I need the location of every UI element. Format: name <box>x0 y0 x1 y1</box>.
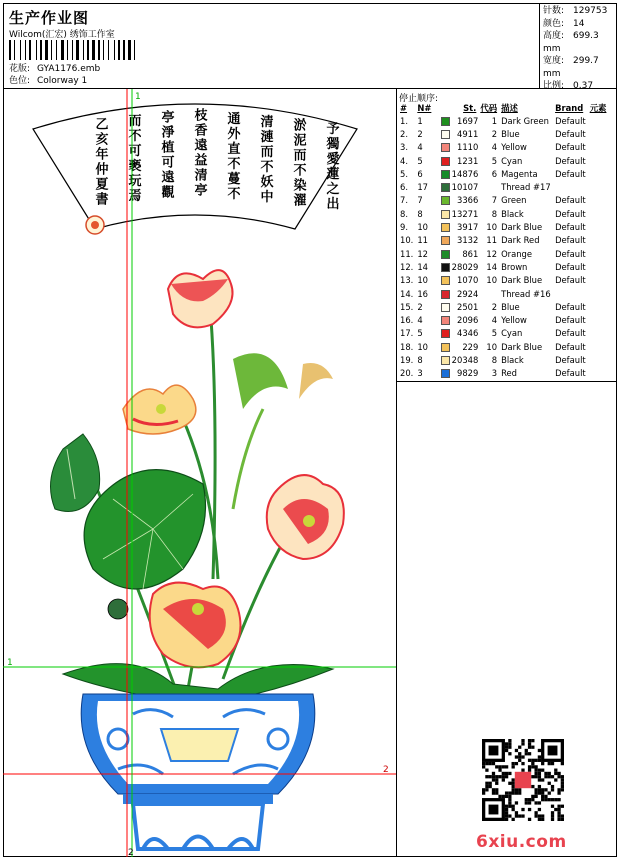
table-row <box>398 260 608 273</box>
thread-brand: Default <box>555 195 586 206</box>
poem-char: 年 <box>95 147 109 163</box>
poem-char: 而 <box>128 114 142 129</box>
needle-number: 16 <box>417 288 428 299</box>
color-swatch <box>441 183 450 192</box>
thread-description: Blue <box>501 301 520 312</box>
fan-poem <box>33 104 357 234</box>
poem-char: 泥 <box>293 133 307 149</box>
thread-code: 10 <box>486 222 498 233</box>
stitch-count-label: 针数: <box>543 6 565 16</box>
stop-index: 7. <box>400 195 408 206</box>
stitch-count: 10107 <box>451 182 479 193</box>
color-swatch-cell <box>439 260 478 273</box>
needle-number: 6 <box>417 168 423 179</box>
stop-index: 18. <box>400 341 414 352</box>
stitch-count: 1110 <box>457 142 479 153</box>
stop-index: 16. <box>400 315 414 326</box>
table-row <box>398 180 608 193</box>
thread-code: 10 <box>486 275 498 286</box>
thread-description: Cyan <box>501 155 523 166</box>
stop-sequence-title: 停止顺序: <box>399 94 439 104</box>
table-row <box>398 300 608 313</box>
poem-char: 清 <box>260 115 274 131</box>
thread-description: Brown <box>501 261 528 272</box>
stop-index: 20. <box>400 368 414 379</box>
poem-char: 焉 <box>128 189 142 204</box>
color-swatch-cell <box>439 234 478 247</box>
thread-description: Dark Blue <box>501 341 543 352</box>
needle-number: 8 <box>417 208 423 219</box>
thread-code: 8 <box>491 208 498 219</box>
thread-element <box>588 313 609 326</box>
thread-element <box>588 327 609 340</box>
stitch-count: 2924 <box>457 288 479 299</box>
poem-char: 蓮 <box>326 166 340 182</box>
color-swatch <box>441 117 450 126</box>
color-swatch-cell <box>439 300 478 313</box>
stitch-count: 13271 <box>451 208 479 219</box>
color-swatch-cell <box>439 367 478 380</box>
thread-element <box>588 287 609 300</box>
color-swatch <box>441 157 450 166</box>
table-row <box>398 127 608 140</box>
poem-char: 觀 <box>161 185 175 201</box>
poem-char: 遠 <box>161 170 175 186</box>
poem-char: 亥 <box>95 132 109 148</box>
blue-vase <box>81 694 315 849</box>
poem-char: 之 <box>326 181 340 197</box>
table-row <box>398 340 608 353</box>
stitch-count: 9829 <box>457 368 479 379</box>
thread-code: 5 <box>491 328 498 339</box>
large-lotus-leaf <box>84 470 205 589</box>
color-swatch <box>441 170 450 179</box>
right-red-lotus <box>267 475 344 559</box>
thread-element <box>588 367 609 380</box>
thread-code: 5 <box>491 155 498 166</box>
color-swatch <box>441 210 450 219</box>
thread-code: 12 <box>486 248 498 259</box>
stop-index: 17. <box>400 328 414 339</box>
col-element: 元素 <box>589 103 607 113</box>
poem-char: 香 <box>194 123 208 139</box>
stitch-count: 129753 <box>573 6 608 16</box>
stop-index: 4. <box>400 155 408 166</box>
embroidery-design <box>3 89 396 857</box>
thread-element <box>588 194 609 207</box>
thread-code: 2 <box>491 301 498 312</box>
color-swatch <box>441 276 450 285</box>
height-label: 高度: <box>543 31 565 41</box>
stop-index: 1. <box>400 115 408 126</box>
thread-description: Dark Blue <box>501 275 543 286</box>
stitch-count: 4346 <box>457 328 479 339</box>
color-swatch-cell <box>439 313 478 326</box>
page-title: 生产作业图 <box>9 9 90 27</box>
thread-code: 1 <box>491 115 498 126</box>
color-swatch <box>441 303 450 312</box>
needle-number: 11 <box>417 235 428 246</box>
color-swatch <box>441 236 450 245</box>
needle-number: 10 <box>417 222 428 233</box>
thread-code: 3 <box>491 368 498 379</box>
poem-char: 通 <box>227 111 241 127</box>
thread-brand: Default <box>555 315 586 326</box>
col-index: # <box>400 103 408 113</box>
color-swatch-cell <box>439 114 478 127</box>
thread-brand: Default <box>555 142 586 153</box>
stitch-count: 3132 <box>457 235 479 246</box>
small-lotus-leaf <box>51 434 100 512</box>
poem-char: 不 <box>128 129 142 144</box>
thread-code: 11 <box>486 235 498 246</box>
horizontal-divider <box>396 381 617 382</box>
thread-brand: Default <box>555 208 586 219</box>
seed-pod <box>299 363 333 399</box>
table-row <box>398 220 608 233</box>
thread-element <box>588 114 609 127</box>
needle-number: 10 <box>417 341 428 352</box>
thread-brand: Default <box>555 115 586 126</box>
color-swatch <box>441 223 450 232</box>
lotus-bud <box>108 599 128 619</box>
thread-element <box>588 353 609 366</box>
needle-number: 10 <box>417 275 428 286</box>
guide-marker-2-bottom: 2 <box>128 848 134 857</box>
stitch-count: 229 <box>462 341 479 352</box>
poem-char: 而 <box>293 148 307 164</box>
stop-index: 8. <box>400 208 408 219</box>
thread-description: Dark Red <box>501 235 540 246</box>
needle-number: 4 <box>417 315 423 326</box>
thread-brand: Default <box>555 354 586 365</box>
color-count-label: 颜色: <box>543 18 565 29</box>
thread-description: Blue <box>501 128 520 139</box>
color-swatch <box>441 250 450 259</box>
color-swatch-cell <box>439 353 478 366</box>
thread-brand: Default <box>555 235 586 246</box>
table-row <box>398 194 608 207</box>
color-swatch <box>441 369 450 378</box>
poem-char: 予 <box>326 121 340 137</box>
poem-char: 而 <box>260 145 274 161</box>
needle-number: 1 <box>417 115 423 126</box>
watermark-site: 6xiu.com <box>476 832 567 852</box>
thread-code: 4 <box>491 315 498 326</box>
needle-number: 5 <box>417 328 423 339</box>
col-brand: Brand <box>555 103 584 113</box>
color-swatch-cell <box>439 340 478 353</box>
color-swatch <box>441 290 450 299</box>
poem-char: 不 <box>260 160 274 176</box>
thread-description: Black <box>501 354 524 365</box>
needle-number: 12 <box>417 248 428 259</box>
thread-element <box>588 220 609 233</box>
thread-brand: Default <box>555 261 586 272</box>
barcode <box>9 40 139 60</box>
color-swatch-cell <box>439 287 478 300</box>
needle-number: 2 <box>417 301 423 312</box>
color-swatch-cell <box>439 167 478 180</box>
poem-char: 益 <box>194 153 208 169</box>
top-red-lotus <box>168 270 233 327</box>
table-row <box>398 154 608 167</box>
poem-char: 妖 <box>260 175 274 191</box>
poem-char: 漣 <box>260 130 274 146</box>
thread-code: 10 <box>486 341 498 352</box>
poem-char: 亭 <box>194 183 208 199</box>
poem-char: 玩 <box>128 174 142 189</box>
thread-brand: Default <box>555 301 586 312</box>
thread-description: Yellow <box>501 142 527 153</box>
stitch-count: 3917 <box>457 222 479 233</box>
guide-marker-1-left: 1 <box>7 658 13 668</box>
company-name: Wilcom(汇宏) 绣饰工作室 <box>9 30 115 40</box>
thread-brand: Default <box>555 341 586 352</box>
thread-brand: Default <box>555 328 586 339</box>
col-stitches: St. <box>463 103 477 113</box>
thread-element <box>588 207 609 220</box>
stop-index: 10. <box>400 235 414 246</box>
poem-char: 不 <box>227 156 241 172</box>
stop-index: 11. <box>400 248 414 259</box>
stitch-count: 28029 <box>451 261 479 272</box>
table-row <box>398 167 608 180</box>
stop-index: 6. <box>400 182 408 193</box>
stitch-count: 3366 <box>457 195 479 206</box>
thread-description: Dark Blue <box>501 222 543 233</box>
table-row <box>398 367 608 380</box>
thread-element <box>588 234 609 247</box>
grass-blade <box>233 353 288 409</box>
thread-code <box>478 180 499 193</box>
thread-brand: Default <box>555 155 586 166</box>
needle-number: 4 <box>417 142 423 153</box>
thread-description: Thread #17 <box>501 182 551 193</box>
table-row <box>398 141 608 154</box>
poem-char: 遠 <box>194 138 208 154</box>
design-preview <box>3 89 396 857</box>
stitch-count: 1070 <box>457 275 479 286</box>
height-value: 699.3 mm <box>543 31 599 54</box>
table-row <box>398 234 608 247</box>
thread-description: Yellow <box>501 315 527 326</box>
color-swatch-cell <box>439 247 478 260</box>
design-filename: GYA1176.emb <box>37 64 101 74</box>
needle-number: 8 <box>417 354 423 365</box>
color-swatch-cell <box>439 154 478 167</box>
thread-element <box>588 127 609 140</box>
stop-index: 13. <box>400 275 414 286</box>
poem-char: 褻 <box>128 159 142 174</box>
needle-number: 7 <box>417 195 423 206</box>
design-label: 花版: <box>9 64 31 74</box>
poem-char: 不 <box>227 186 241 202</box>
color-swatch <box>441 196 450 205</box>
thread-brand: Default <box>555 248 586 259</box>
needle-number: 2 <box>417 128 423 139</box>
stop-index: 9. <box>400 222 408 233</box>
design-meta <box>9 63 100 87</box>
poem-char: 仲 <box>95 162 109 178</box>
color-swatch-cell <box>439 274 478 287</box>
color-swatch-cell <box>439 141 478 154</box>
stitch-count: 1697 <box>457 115 479 126</box>
table-row <box>398 207 608 220</box>
guide-marker-1-top: 1 <box>135 92 141 102</box>
stitch-count: 1231 <box>457 155 479 166</box>
thread-brand <box>553 287 588 300</box>
thread-code: 2 <box>491 128 498 139</box>
poem-char: 可 <box>128 144 142 159</box>
thread-brand: Default <box>555 275 586 286</box>
thread-element <box>588 247 609 260</box>
thread-description: Orange <box>501 248 533 259</box>
needle-number: 5 <box>417 155 423 166</box>
thread-brand: Default <box>555 222 586 233</box>
thread-code <box>478 287 499 300</box>
thread-description: Green <box>501 195 527 206</box>
thread-description: Dark Green <box>501 115 549 126</box>
thread-description: Black <box>501 208 524 219</box>
table-row <box>398 313 608 326</box>
poem-char: 出 <box>326 196 340 212</box>
col-description: 描述 <box>501 103 518 113</box>
color-swatch-cell <box>439 220 478 233</box>
col-code: 代码 <box>480 103 498 113</box>
needle-number: 3 <box>417 368 423 379</box>
thread-code: 8 <box>491 354 498 365</box>
poem-char: 外 <box>227 126 241 142</box>
stats-panel <box>539 3 617 89</box>
thread-element <box>588 180 609 193</box>
stitch-count: 20348 <box>451 354 479 365</box>
poem-char: 直 <box>227 141 241 157</box>
thread-description: Cyan <box>501 328 523 339</box>
col-needle: N# <box>417 103 432 113</box>
color-swatch <box>441 143 450 152</box>
color-swatch-cell <box>439 207 478 220</box>
color-swatch-cell <box>439 194 478 207</box>
stitch-count: 14876 <box>451 168 479 179</box>
poem-char: 夏 <box>95 177 109 193</box>
needle-number: 17 <box>417 182 428 193</box>
table-row <box>398 287 608 300</box>
table-row <box>398 247 608 260</box>
thread-code: 14 <box>486 261 498 272</box>
stitch-count: 2096 <box>457 315 479 326</box>
color-swatch-cell <box>439 127 478 140</box>
stop-index: 19. <box>400 354 414 365</box>
poem-char: 獨 <box>326 136 340 152</box>
width-value: 299.7 mm <box>543 56 599 79</box>
poem-char: 淨 <box>161 125 175 141</box>
color-swatch <box>441 263 450 272</box>
color-swatch <box>441 343 450 352</box>
thread-brand: Default <box>555 168 586 179</box>
color-swatch-cell <box>439 180 478 193</box>
table-row <box>398 114 608 127</box>
thread-element <box>588 167 609 180</box>
color-swatch <box>441 329 450 338</box>
width-label: 宽度: <box>543 56 565 66</box>
thread-brand: Default <box>555 368 586 379</box>
stop-index: 2. <box>400 128 408 139</box>
thread-brand: Default <box>555 128 586 139</box>
poem-char: 清 <box>194 168 208 184</box>
poem-char: 可 <box>161 155 175 171</box>
thread-description: Thread #16 <box>501 288 551 299</box>
thread-description: Red <box>501 368 517 379</box>
color-swatch <box>441 130 450 139</box>
color-swatch <box>441 316 450 325</box>
poem-char: 蔓 <box>227 171 241 187</box>
stitch-count: 2501 <box>457 301 479 312</box>
poem-char: 植 <box>161 140 175 156</box>
thread-element <box>588 260 609 273</box>
poem-char: 枝 <box>194 108 208 124</box>
poem-char: 書 <box>95 192 109 208</box>
poem-char: 亭 <box>161 110 175 126</box>
stop-index: 12. <box>400 261 414 272</box>
table-row <box>398 353 608 366</box>
qr-code <box>482 739 564 821</box>
thread-element <box>588 141 609 154</box>
stop-index: 3. <box>400 142 408 153</box>
poem-char: 不 <box>293 163 307 179</box>
bottom-red-lotus <box>150 583 241 668</box>
stop-index: 5. <box>400 168 408 179</box>
vertical-divider <box>396 89 397 857</box>
thread-element <box>588 154 609 167</box>
thread-element <box>588 300 609 313</box>
thread-brand <box>553 180 588 193</box>
table-row <box>398 327 608 340</box>
stop-sequence-table <box>398 102 608 380</box>
color-swatch <box>441 356 450 365</box>
thread-code: 6 <box>491 168 498 179</box>
poem-char: 淤 <box>293 118 307 134</box>
header-panel <box>3 3 617 89</box>
stitch-count: 4911 <box>457 128 479 139</box>
colorway-value: Colorway 1 <box>37 76 88 86</box>
thread-element <box>588 274 609 287</box>
thread-code: 7 <box>491 195 498 206</box>
stitch-count: 861 <box>462 248 479 259</box>
stop-index: 15. <box>400 301 414 312</box>
color-swatch-cell <box>439 327 478 340</box>
scale-label: 比例: <box>543 81 565 91</box>
poem-char: 染 <box>293 178 307 194</box>
stop-index: 14. <box>400 288 414 299</box>
table-header-row <box>398 102 608 114</box>
guide-marker-2-right: 2 <box>383 765 389 775</box>
color-count: 14 <box>573 18 585 29</box>
colorway-label: 色位: <box>9 76 31 86</box>
thread-description: Magenta <box>501 168 538 179</box>
needle-number: 14 <box>417 261 428 272</box>
poem-char: 濯 <box>293 193 307 209</box>
poem-char: 乙 <box>95 117 109 133</box>
thread-code: 4 <box>491 142 498 153</box>
table-row <box>398 274 608 287</box>
thread-element <box>588 340 609 353</box>
poem-char: 愛 <box>326 151 340 167</box>
poem-char: 中 <box>260 190 274 206</box>
scale-value: 0.37 <box>573 81 594 91</box>
